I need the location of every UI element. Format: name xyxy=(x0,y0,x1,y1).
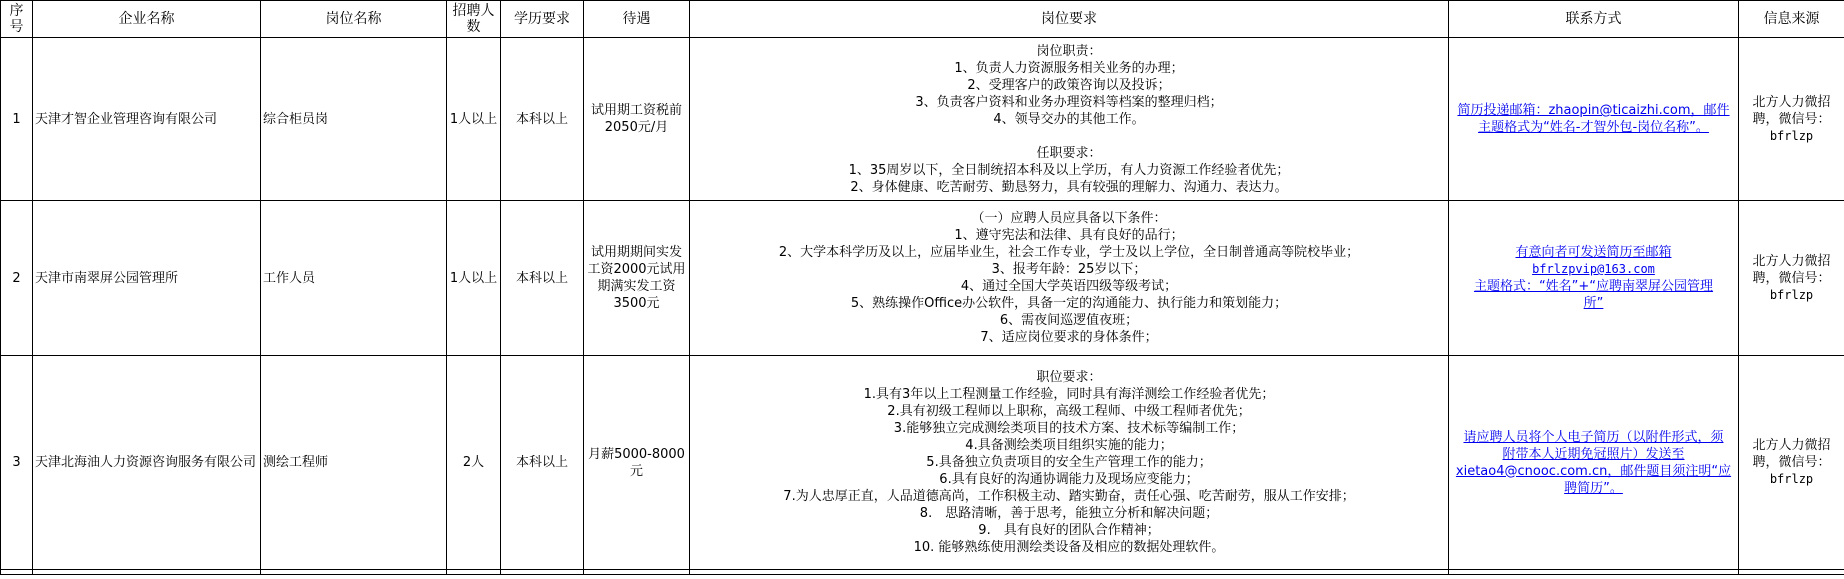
cell-count[interactable]: 2人 xyxy=(447,356,501,570)
cell-education[interactable]: 本科以上 xyxy=(501,201,584,356)
requirement-line: 5、熟练操作Office办公软件，具备一定的沟通能力、执行能力和策划能力； xyxy=(850,296,1288,311)
cell-empty[interactable] xyxy=(690,570,1449,575)
table-row xyxy=(1,201,1844,356)
header-count[interactable]: 招聘人数 xyxy=(447,1,501,38)
requirement-blank-line xyxy=(692,128,1446,145)
header-company[interactable]: 企业名称 xyxy=(33,1,261,38)
requirement-line: 3、负责客户资料和业务办理资料等档案的整理归档； xyxy=(915,94,1223,110)
requirement-line: 2、身体健康、吃苦耐劳、勤恳努力，具有较强的理解力、沟通力、表达力。 xyxy=(850,179,1288,195)
requirement-line: 3.能够独立完成测绘类项目的技术方案、技术标等编制工作； xyxy=(893,421,1245,436)
contact-email-link[interactable]: 有意向者可发送简历至邮箱 bfrlzpvip@163.com 主题格式：“姓名”+“应聘南翠屏公园管理 所” xyxy=(1473,245,1714,311)
requirement-line: 3、报考年龄：25岁以下； xyxy=(991,262,1147,277)
cell-requirements[interactable] xyxy=(690,201,1449,356)
cell-position[interactable]: 综合柜员岗 xyxy=(261,38,447,201)
cell-position[interactable]: 测绘工程师 xyxy=(261,356,447,570)
requirement-line: 任职要求： xyxy=(1036,145,1102,161)
contact-email-link[interactable]: 简历投递邮箱：zhaopin@ticaizhi.com，邮件 主题格式为“姓名-才智外包-岗位名称”。 xyxy=(1457,103,1730,135)
requirement-line: 8. 思路清晰，善于思考，能独立分析和解决问题； xyxy=(919,506,1219,521)
header-seq[interactable]: 序号 xyxy=(1,1,33,38)
requirement-line: 9. 具有良好的团队合作精神； xyxy=(978,523,1160,538)
cell-company[interactable]: 天津才智企业管理咨询有限公司 xyxy=(33,38,261,201)
header-source[interactable]: 信息来源 xyxy=(1739,1,1844,38)
cell-source[interactable] xyxy=(1739,356,1844,570)
cell-requirements[interactable] xyxy=(690,38,1449,201)
source-wechat-id: bfrlzp xyxy=(1769,287,1814,302)
cell-empty[interactable] xyxy=(1739,570,1844,575)
cell-empty[interactable] xyxy=(447,570,501,575)
cell-company[interactable]: 天津市南翠屏公园管理所 xyxy=(33,201,261,356)
cell-empty[interactable] xyxy=(584,570,690,575)
table-row-partial xyxy=(1,570,1844,575)
cell-requirements[interactable] xyxy=(690,356,1449,570)
header-row xyxy=(1,1,1844,38)
cell-seq[interactable]: 1 xyxy=(1,38,33,201)
source-wechat-id: bfrlzp xyxy=(1769,472,1814,486)
requirement-line: 2.具有初级工程师以上职称，高级工程师、中级工程师者优先； xyxy=(887,404,1251,419)
cell-empty[interactable] xyxy=(33,570,261,575)
cell-empty[interactable] xyxy=(501,570,584,575)
cell-count[interactable]: 1人以上 xyxy=(447,201,501,356)
requirement-line: 4、领导交办的其他工作。 xyxy=(993,111,1145,127)
requirement-line: 5.具备独立负责项目的安全生产管理工作的能力； xyxy=(926,455,1212,470)
header-contact[interactable]: 联系方式 xyxy=(1449,1,1739,38)
requirement-line: 1.具有3年以上工程测量工作经验，同时具有海洋测绘工作经验者优先； xyxy=(863,387,1275,402)
header-requirements[interactable]: 岗位要求 xyxy=(690,1,1449,38)
cell-salary[interactable]: 试用期工资税前2050元/月 xyxy=(584,38,690,201)
requirement-line: 1、负责人力资源服务相关业务的办理； xyxy=(954,60,1184,76)
cell-contact[interactable] xyxy=(1449,38,1739,201)
cell-empty[interactable] xyxy=(261,570,447,575)
cell-salary[interactable]: 月薪5000-8000元 xyxy=(584,356,690,570)
source-line: 北方人力微招 xyxy=(1752,438,1831,453)
cell-source[interactable] xyxy=(1739,38,1844,201)
requirement-line: 6.具有良好的沟通协调能力及现场应变能力； xyxy=(939,472,1199,487)
requirement-line: 6、需夜间巡逻值夜班； xyxy=(999,313,1139,328)
source-line: 聘，微信号： xyxy=(1752,111,1831,127)
requirement-line: 1、35周岁以下，全日制统招本科及以上学历，有人力资源工作经验者优先； xyxy=(848,162,1290,178)
cell-empty[interactable] xyxy=(1,570,33,575)
requirement-line: 4.具备测绘类项目组织实施的能力； xyxy=(965,438,1173,453)
source-line: 聘，微信号： xyxy=(1752,270,1831,286)
requirement-line: 2、受理客户的政策咨询以及投诉； xyxy=(967,77,1171,93)
cell-position[interactable]: 工作人员 xyxy=(261,201,447,356)
requirement-line: 1、遵守宪法和法律、具有良好的品行； xyxy=(954,228,1184,243)
cell-company[interactable]: 天津北海油人力资源咨询服务有限公司 xyxy=(33,356,261,570)
cell-source[interactable] xyxy=(1739,201,1844,356)
table-row xyxy=(1,38,1844,201)
cell-seq[interactable]: 2 xyxy=(1,201,33,356)
cell-empty[interactable] xyxy=(1449,570,1739,575)
cell-contact[interactable] xyxy=(1449,201,1739,356)
source-line: 北方人力微招 xyxy=(1752,253,1831,269)
requirement-line: （一）应聘人员应具备以下条件： xyxy=(971,211,1167,226)
header-salary[interactable]: 待遇 xyxy=(584,1,690,38)
cell-seq[interactable]: 3 xyxy=(1,356,33,570)
cell-salary[interactable]: 试用期期间实发工资2000元试用期满实发工资3500元 xyxy=(584,201,690,356)
source-line: 北方人力微招 xyxy=(1752,94,1831,110)
cell-education[interactable]: 本科以上 xyxy=(501,356,584,570)
requirement-line: 7.为人忠厚正直，人品道德高尚，工作积极主动、踏实勤奋，责任心强、吃苦耐劳，服从工作安排； xyxy=(783,489,1355,504)
table-row xyxy=(1,356,1844,570)
header-education[interactable]: 学历要求 xyxy=(501,1,584,38)
source-wechat-id: bfrlzp xyxy=(1769,128,1814,143)
requirement-line: 4、通过全国大学英语四级等级考试； xyxy=(960,279,1178,294)
cell-education[interactable]: 本科以上 xyxy=(501,38,584,201)
cell-contact[interactable] xyxy=(1449,356,1739,570)
requirement-line: 职位要求： xyxy=(1036,370,1102,385)
contact-email-link[interactable]: 请应聘人员将个人电子简历（以附件形式，须 附带本人近期免冠照片）发送至 xietao4@cnooc.com.cn，邮件题目须注明“应 聘简历”。 xyxy=(1455,429,1732,496)
requirement-line: 10. 能够熟练使用测绘类设备及相应的数据处理软件。 xyxy=(913,540,1225,555)
requirement-line: 7、适应岗位要求的身体条件； xyxy=(980,330,1158,345)
cell-count[interactable]: 1人以上 xyxy=(447,38,501,201)
header-position[interactable]: 岗位名称 xyxy=(261,1,447,38)
requirement-line: 2、大学本科学历及以上，应届毕业生，社会工作专业，学士及以上学位，全日制普通高等院校毕业； xyxy=(778,245,1360,260)
requirement-line: 岗位职责： xyxy=(1036,43,1102,59)
source-line: 聘，微信号： xyxy=(1752,455,1831,470)
